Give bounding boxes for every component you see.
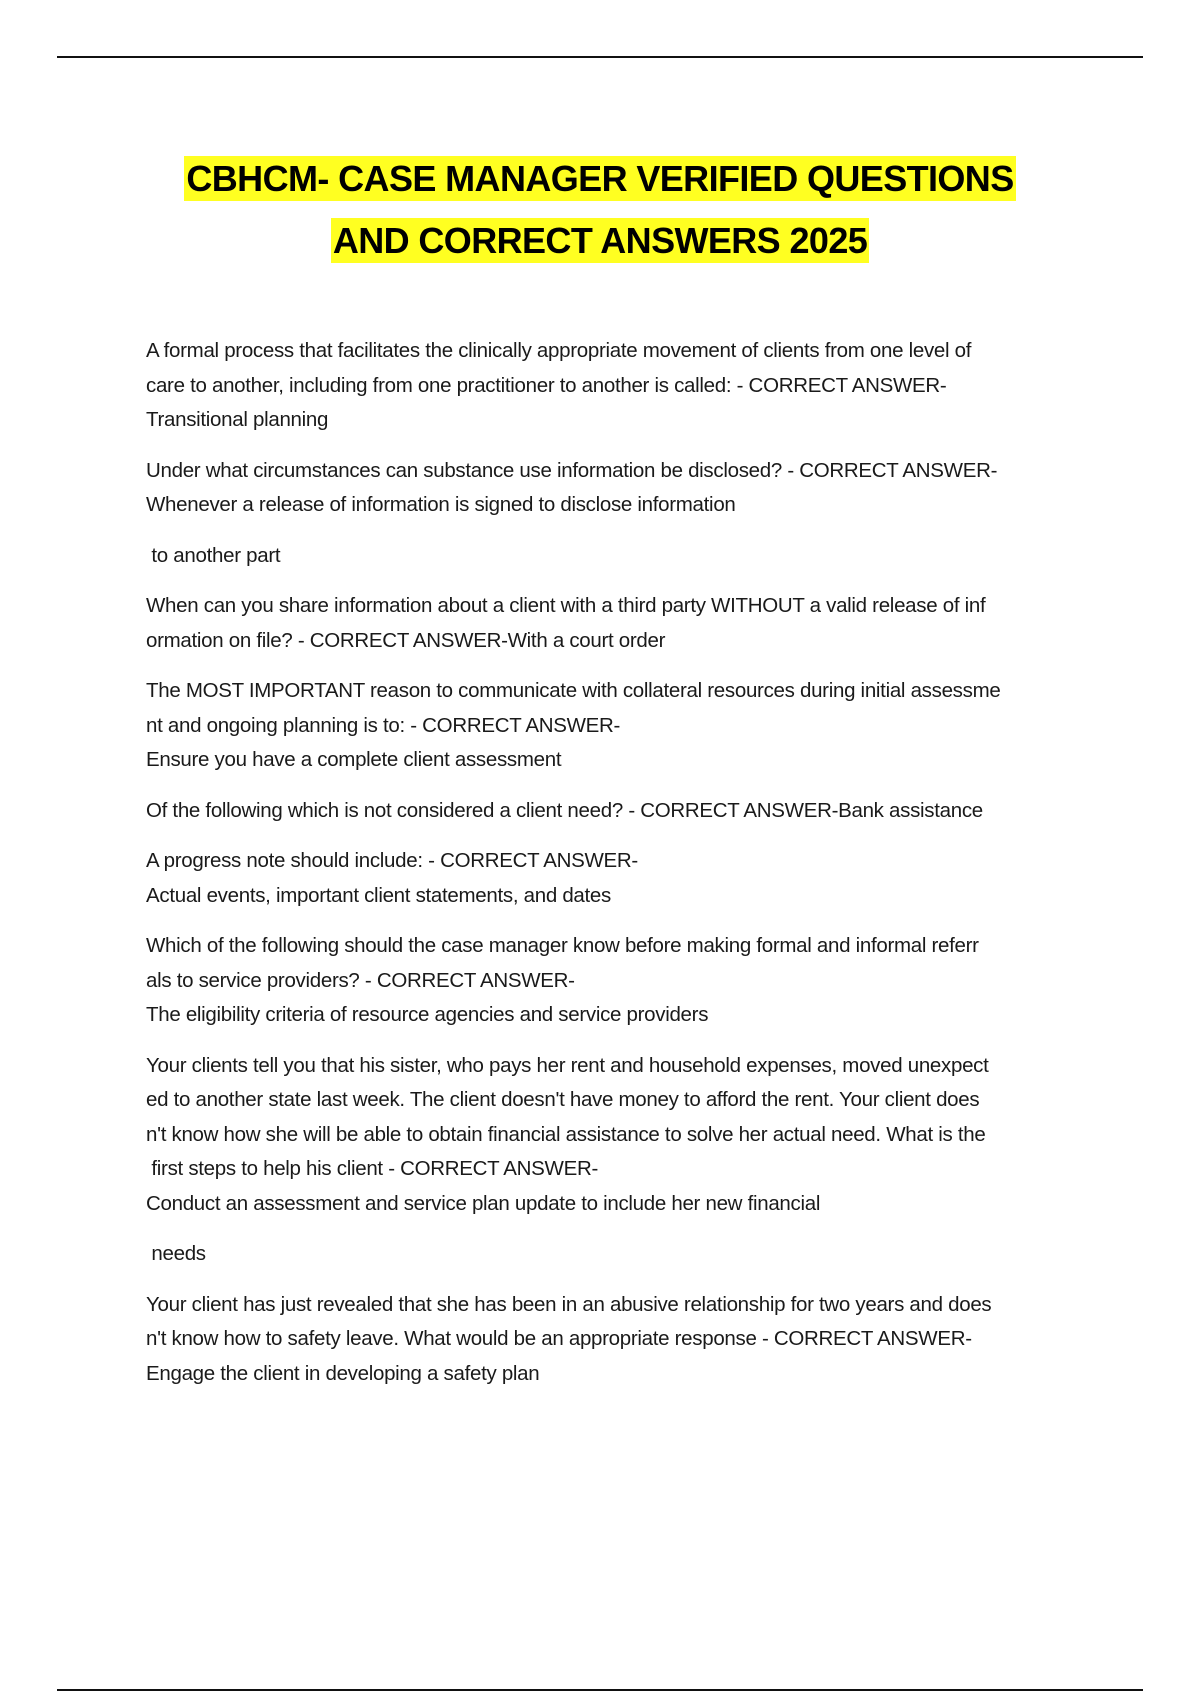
qa-line: When can you share information about a client with a third party WITHOUT a valid release of inf	[146, 594, 986, 617]
qa-line: n't know how she will be able to obtain financial assistance to solve her actual need. What is the	[146, 1122, 986, 1146]
qa-line: care to another, including from one practitioner to another is called: - CORRECT ANSWER-	[146, 373, 947, 397]
title-line-2-text: AND CORRECT ANSWERS 2025	[332, 220, 868, 261]
bottom-rule	[57, 1689, 1143, 1691]
qa-line: needs	[146, 1242, 206, 1265]
qa-line: ed to another state last week. The client doesn't have money to afford the rent. Your client does	[146, 1088, 980, 1111]
qa-line: The eligibility criteria of resource agencies and service providers	[146, 1003, 709, 1026]
qa-paragraph	[146, 334, 1096, 438]
qa-paragraph	[146, 929, 1096, 1033]
qa-line: Which of the following should the case manager know before making formal and informal referr	[146, 934, 979, 957]
qa-line: A formal process that facilitates the clinically appropriate movement of clients from one level of	[146, 339, 972, 362]
qa-line: Whenever a release of information is signed to disclose information	[146, 493, 736, 516]
qa-line: A progress note should include: - CORRECT ANSWER-	[146, 849, 638, 872]
qa-line: Conduct an assessment and service plan update to include her new financial	[146, 1191, 821, 1215]
qa-paragraph	[146, 454, 1096, 523]
qa-line: Ensure you have a complete client assessment	[146, 748, 562, 771]
qa-line: n't know how to safety leave. What would be an appropriate response - CORRECT ANSWER-	[146, 1327, 972, 1350]
qa-list	[146, 334, 1096, 1407]
document-title	[0, 148, 1200, 272]
qa-line: The MOST IMPORTANT reason to communicate with collateral resources during initial assessme	[146, 679, 1001, 702]
qa-line: Engage the client in developing a safety plan	[146, 1361, 540, 1385]
title-line-2	[0, 210, 1200, 272]
qa-line: Of the following which is not considered a client need? - CORRECT ANSWER-Bank assistance	[146, 798, 983, 822]
top-rule	[57, 56, 1143, 58]
qa-paragraph	[146, 539, 1096, 574]
title-line-1	[0, 148, 1200, 210]
qa-line: Under what circumstances can substance use information be disclosed? - CORRECT ANSWER-	[146, 458, 998, 482]
qa-paragraph	[146, 794, 1096, 829]
qa-line: nt and ongoing planning is to: - CORRECT ANSWER-	[146, 713, 621, 737]
qa-line: ormation on file? - CORRECT ANSWER-With a court order	[146, 628, 666, 652]
qa-paragraph	[146, 1288, 1096, 1392]
qa-line: to another part	[146, 543, 281, 567]
qa-paragraph	[146, 589, 1096, 658]
qa-paragraph	[146, 844, 1096, 913]
qa-line: Your clients tell you that his sister, who pays her rent and household expenses, moved unexpect	[146, 1053, 989, 1077]
qa-line: Transitional planning	[146, 408, 329, 431]
qa-paragraph	[146, 1049, 1096, 1222]
qa-paragraph	[146, 1237, 1096, 1272]
qa-line: first steps to help his client - CORRECT ANSWER-	[146, 1157, 598, 1180]
qa-line: als to service providers? - CORRECT ANSWER-	[146, 968, 575, 992]
qa-paragraph	[146, 674, 1096, 778]
qa-line: Actual events, important client statements, and dates	[146, 883, 611, 907]
qa-line: Your client has just revealed that she has been in an abusive relationship for two years and does	[146, 1292, 992, 1316]
title-line-1-text: CBHCM- CASE MANAGER VERIFIED QUESTIONS	[186, 158, 1014, 199]
